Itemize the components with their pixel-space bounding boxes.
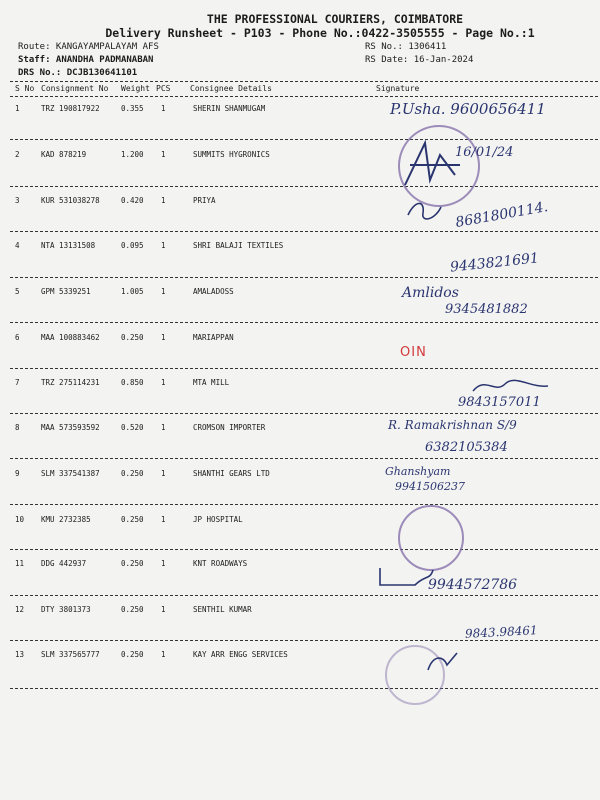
row-weight: 0.250 — [121, 469, 144, 478]
row-consignment: NTA 13131508 — [41, 241, 96, 250]
row-consignment: TRZ 275114231 — [41, 378, 100, 387]
row-consignee: SUMMITS HYGRONICS — [193, 150, 270, 159]
row-sno: 8 — [15, 423, 20, 432]
row-consignee: MTA MILL — [193, 378, 230, 387]
runsheet-subtitle: Delivery Runsheet - P103 - Phone No.:0422-3505555 - Page No.:1 — [105, 26, 535, 40]
row-consignee: SHANTHI GEARS LTD — [193, 469, 270, 478]
row-sno: 12 — [15, 605, 25, 614]
staff-label: Staff: ANANDHA PADMANABAN — [18, 55, 154, 65]
row-consignment: TRZ 190817922 — [41, 104, 100, 113]
signature-scribble — [425, 650, 460, 675]
row-consignment: MAA 100883462 — [41, 333, 100, 342]
row-consignment: DDG 442937 — [41, 559, 87, 568]
signature-scribble — [405, 195, 445, 225]
col-consignee: Consignee Details — [190, 84, 272, 93]
col-pcs: PCS — [156, 84, 171, 93]
col-consignment: Consignment No — [41, 84, 109, 93]
row-divider — [10, 688, 598, 689]
handwritten-phone: 9843157011 — [458, 395, 541, 410]
row-weight: 1.005 — [121, 287, 144, 296]
row-divider — [10, 595, 598, 596]
row-sno: 1 — [15, 104, 20, 113]
signature-scribble — [400, 135, 470, 195]
col-sno: S No — [15, 84, 35, 93]
handwritten-phone: 9944572786 — [428, 577, 518, 593]
row-consignee: PRIYA — [193, 196, 216, 205]
row-divider — [10, 368, 598, 369]
row-weight: 0.250 — [121, 515, 144, 524]
row-pcs: 1 — [161, 559, 166, 568]
row-sno: 13 — [15, 650, 25, 659]
row-weight: 1.200 — [121, 150, 144, 159]
row-weight: 0.095 — [121, 241, 144, 250]
row-pcs: 1 — [161, 241, 166, 250]
row-sno: 10 — [15, 515, 25, 524]
row-pcs: 1 — [161, 333, 166, 342]
row-consignee: CROMSON IMPORTER — [193, 423, 266, 432]
row-consignment: KUR 531038278 — [41, 196, 100, 205]
row-sno: 7 — [15, 378, 20, 387]
rs-date: RS Date: 16-Jan-2024 — [365, 55, 474, 65]
header-rule-bottom — [10, 96, 598, 97]
handwritten-phone: 9843.98461 — [464, 623, 538, 641]
row-divider — [10, 139, 598, 140]
row-sno: 3 — [15, 196, 20, 205]
row-pcs: 1 — [161, 650, 166, 659]
handwritten-name: R. Ramakrishnan S/9 — [388, 418, 517, 432]
row-weight: 0.420 — [121, 196, 144, 205]
handwritten-phone: 9443821691 — [449, 250, 540, 276]
handwritten-phone: 9345481882 — [445, 302, 528, 317]
header-rule-top — [10, 81, 598, 82]
row-consignee: SENTHIL KUMAR — [193, 605, 252, 614]
handwritten-oin-mark: OIN — [400, 345, 427, 360]
row-pcs: 1 — [161, 150, 166, 159]
row-consignee: MARIAPPAN — [193, 333, 234, 342]
row-consignee: SHRI BALAJI TEXTILES — [193, 241, 284, 250]
row-weight: 0.850 — [121, 378, 144, 387]
row-pcs: 1 — [161, 423, 166, 432]
row-divider — [10, 186, 598, 187]
route-label: Route: KANGAYAMPALAYAM AFS — [18, 42, 159, 52]
handwritten-note: P.Usha. 9600656411 — [390, 100, 546, 118]
signature-scribble — [470, 376, 550, 396]
row-sno: 9 — [15, 469, 20, 478]
row-pcs: 1 — [161, 515, 166, 524]
row-sno: 6 — [15, 333, 20, 342]
row-sno: 5 — [15, 287, 20, 296]
handwritten-phone: 9941506237 — [395, 480, 465, 493]
row-weight: 0.250 — [121, 559, 144, 568]
handwritten-phone: 8681800114. — [454, 199, 550, 231]
row-consignment: KAD 878219 — [41, 150, 87, 159]
row-consignee: SHERIN SHANMUGAM — [193, 104, 266, 113]
row-consignee: KNT ROADWAYS — [193, 559, 248, 568]
row-divider — [10, 458, 598, 459]
drs-number: DRS No.: DCJB130641101 — [18, 68, 138, 78]
handwritten-name: Amlidos — [402, 285, 459, 301]
row-pcs: 1 — [161, 378, 166, 387]
col-signature: Signature — [376, 84, 420, 93]
row-pcs: 1 — [161, 287, 166, 296]
row-consignee: AMALADOSS — [193, 287, 234, 296]
row-weight: 0.355 — [121, 104, 144, 113]
col-weight: Weight — [121, 84, 150, 93]
row-divider — [10, 322, 598, 323]
row-consignment: MAA 573593592 — [41, 423, 100, 432]
company-title: THE PROFESSIONAL COURIERS, COIMBATORE — [206, 12, 464, 26]
row-weight: 0.250 — [121, 333, 144, 342]
handwritten-phone: 6382105384 — [425, 440, 508, 455]
handwritten-name: Ghanshyam — [385, 465, 451, 478]
row-weight: 0.520 — [121, 423, 144, 432]
row-consignment: SLM 337541387 — [41, 469, 100, 478]
row-pcs: 1 — [161, 469, 166, 478]
row-divider — [10, 413, 598, 414]
row-consignee: JP HOSPITAL — [193, 515, 243, 524]
rs-number: RS No.: 1306411 — [365, 42, 447, 52]
row-weight: 0.250 — [121, 650, 144, 659]
row-consignment: DTY 3801373 — [41, 605, 91, 614]
row-consignment: KMU 2732385 — [41, 515, 91, 524]
row-pcs: 1 — [161, 104, 166, 113]
row-pcs: 1 — [161, 196, 166, 205]
row-divider — [10, 640, 598, 641]
row-sno: 11 — [15, 559, 25, 568]
row-weight: 0.250 — [121, 605, 144, 614]
row-sno: 4 — [15, 241, 20, 250]
row-pcs: 1 — [161, 605, 166, 614]
row-sno: 2 — [15, 150, 20, 159]
signature-scribble — [375, 560, 435, 590]
row-divider — [10, 277, 598, 278]
row-consignee: KAY ARR ENGG SERVICES — [193, 650, 288, 659]
row-consignment: GPM 5339251 — [41, 287, 91, 296]
row-divider — [10, 549, 598, 550]
row-consignment: SLM 337565777 — [41, 650, 100, 659]
row-divider — [10, 504, 598, 505]
row-divider — [10, 231, 598, 232]
handwritten-date: 16/01/24 — [455, 145, 514, 160]
